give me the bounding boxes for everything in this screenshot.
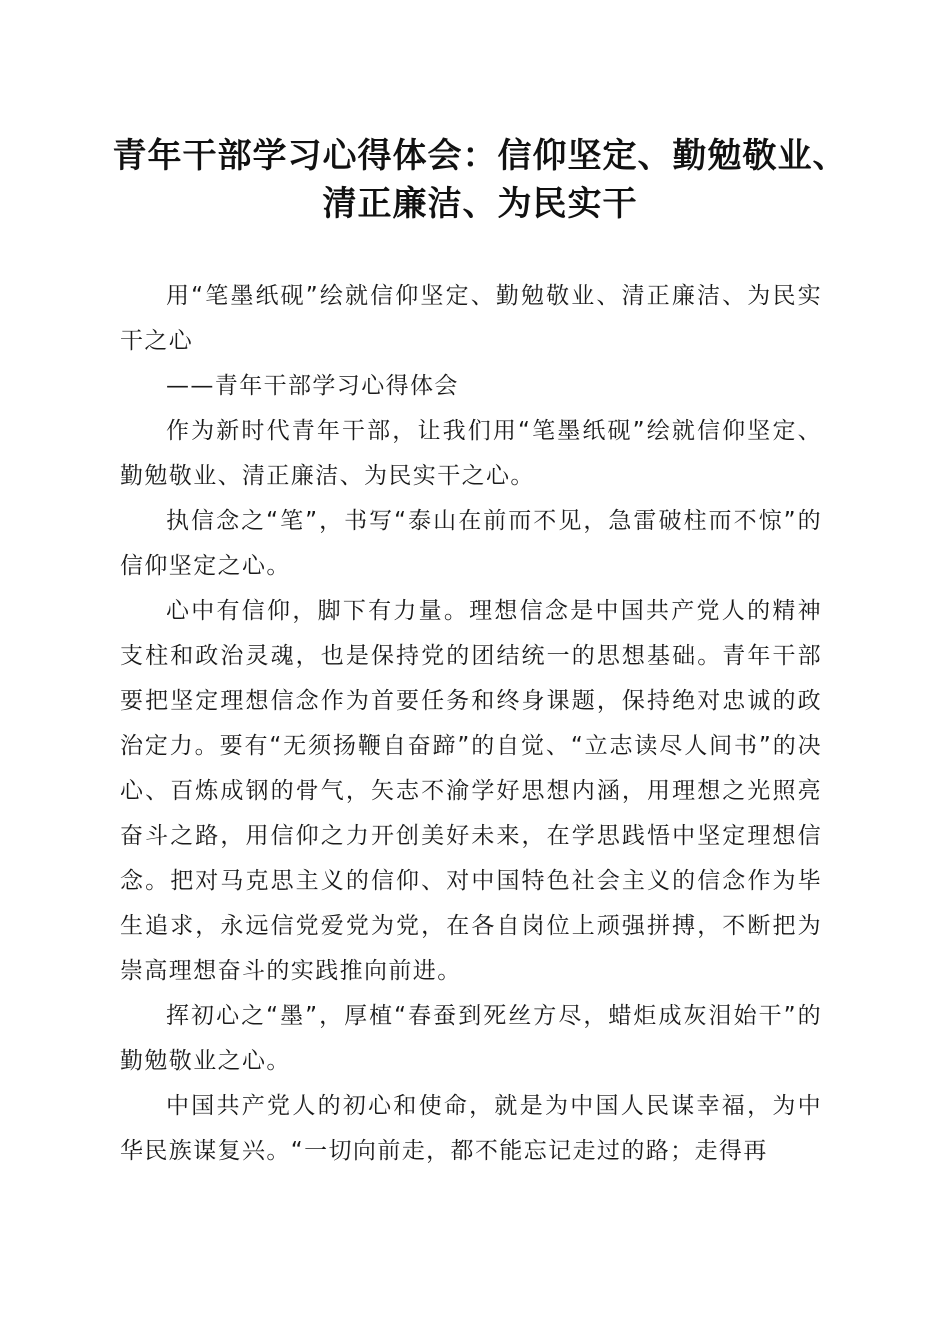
subtitle-byline: ——青年干部学习心得体会 bbox=[166, 373, 459, 399]
section-heading-pen: 执信念之“笔”，书写“泰山在前而不见，急雷破柱而不惊”的信仰坚定之心。 bbox=[120, 508, 822, 579]
body-paragraph: 中国共产党人的初心和使命，就是为中国人民谋幸福，为中华民族谋复兴。“一切向前走，都不能忘记走过的路；走得再 bbox=[120, 1093, 822, 1164]
title-line-2: 清正廉洁、为民实干 bbox=[322, 184, 638, 224]
document-body bbox=[120, 274, 822, 1174]
section-heading-ink: 挥初心之“墨”，厚植“春蚕到死丝方尽，蜡炬成灰泪始干”的勤勉敬业之心。 bbox=[120, 1003, 822, 1074]
subtitle-heading: 用“笔墨纸砚”绘就信仰坚定、勤勉敬业、清正廉洁、为民实干之心 bbox=[120, 283, 822, 354]
document-title bbox=[100, 132, 860, 228]
body-paragraph: 心中有信仰，脚下有力量。理想信念是中国共产党人的精神支柱和政治灵魂，也是保持党的团结统一的思想基础。青年干部要把坚定理想信念作为首要任务和终身课题，保持绝对忠诚的政治定力。要有“无须扬鞭自奋蹄”的自觉、“立志读尽人间书”的决心、百炼成钢的骨气，矢志不渝学好思想内涵，用理想之光照亮奋斗之路，用信仰之力开创美好未来，在学思践悟中坚定理想信念。把对马克思主义的信仰、对中国特色社会主义的信念作为毕生追求，永远信党爱党为党，在各自岗位上顽强拼搏，不断把为崇高理想奋斗的实践推向前进。 bbox=[120, 598, 822, 984]
body-paragraph: 作为新时代青年干部，让我们用“笔墨纸砚”绘就信仰坚定、勤勉敬业、清正廉洁、为民实干之心。 bbox=[120, 418, 822, 489]
title-line-1: 青年干部学习心得体会：信仰坚定、勤勉敬业、 bbox=[112, 136, 848, 176]
